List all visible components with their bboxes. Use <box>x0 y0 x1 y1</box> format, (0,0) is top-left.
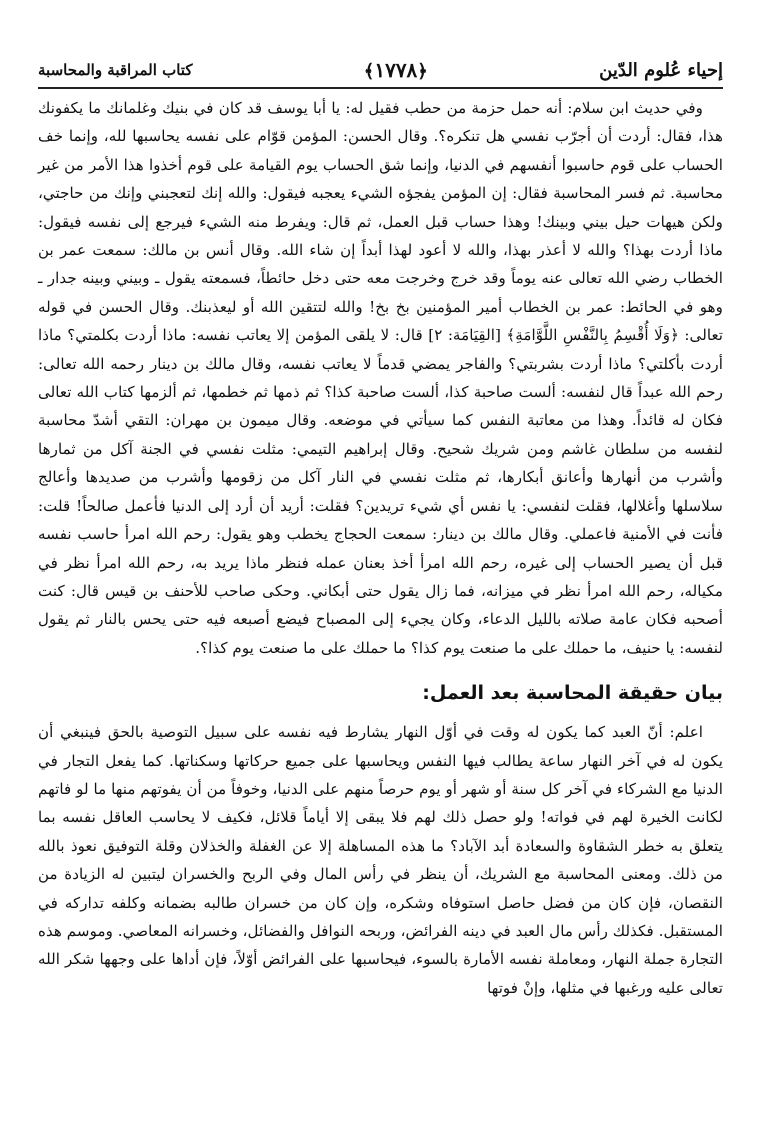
page-number-ornament-close: ﴾ <box>363 61 375 82</box>
page-body <box>38 94 723 1002</box>
page-header <box>38 54 723 86</box>
running-book-title: إحياء عُلوم الدّين <box>599 59 723 81</box>
header-rule <box>38 87 723 89</box>
body-paragraph-1: وفي حديث ابن سلام: أنه حمل حزمة من حطب فقيل له: يا أبا يوسف قد كان في بنيك وغلمانك ما يكفونك هذا، فقال: أردت أن أجرّب نفسي هل تنكره؟. وقال الحسن: المؤمن قوّام على نفسه يحاسبها لله، وإنما خف الحساب على قوم حاسبوا أنفسهم في الدنيا، وإنما شق الحساب يوم القيامة على قوم أخذوا هذا الأمر من غير محاسبة. ثم فسر المحاسبة فقال: إن المؤمن يفجؤه الشيء يعجبه فيقول: والله إنك لتعجبني وإنك من حاجتي، ولكن هيهات حيل بيني وبينك! وهذا حساب قبل العمل، ثم قال: ويفرط منه الشيء فيرجع إلى نفسه فيقول: ماذا أردت بهذا؟ والله لا أعذر بهذا، والله لا أعود لهذا أبداً إن شاء الله. وقال أنس بن مالك: سمعت عمر بن الخطاب رضي الله تعالى عنه يوماً وقد خرج وخرجت معه حتى دخل حائطاً، فسمعته يقول ـ وبيني وبينه جدار ـ وهو في الحائط: عمر بن الخطاب أمير المؤمنين بخ بخ! والله لتتقين الله أو ليعذبنك. وقال الحسن في قوله تعالى: ﴿وَلَا أُقْسِمُ بِالنَّفْسِ اللَّوَّامَةِ﴾ [القِيَامَة: ٢] قال: لا يلقى المؤمن إلا يعاتب نفسه: ماذا أردت بكلمتي؟ ماذا أردت بأكلتي؟ ماذا أردت بشربتي؟ والفاجر يمضي قدماً لا يعاتب نفسه، وقال مالك بن دينار رحمه الله تعالى: رحم الله عبداً قال لنفسه: ألست صاحبة كذا، ألست صاحبة كذا؟ ثم ذمها ثم خطمها، ثم ألزمها كتاب الله تعالى فكان له قائداً. وهذا من معاتبة النفس كما سيأتي في موضعه. وقال ميمون بن مهران: التقي أشدّ محاسبة لنفسه من سلطان غاشم ومن شريك شحيح. وقال إبراهيم التيمي: مثلت نفسي في الجنة آكل من ثمارها وأشرب من أنهارها وأعانق أبكارها، ثم مثلت نفسي في النار آكل من زقومها وأشرب من صديدها وأعالج سلاسلها وأغلالها، فقلت لنفسي: يا نفس أي شيء تريدين؟ فقلت: أريد أن أرد إلى الدنيا فأعمل صالحاً! قلت: فأنت في الأمنية فاعملي. وقال مالك بن دينار: سمعت الحجاج يخطب وهو يقول: رحم الله امرأ حاسب نفسه قبل أن يصير الحساب إلى غيره، رحم الله امرأ أخذ بعنان عمله فنظر ماذا يريد به، رحم الله امرأ نظر في مكياله، رحم الله امرأ نظر في ميزانه، فما زال يقول حتى أبكاني. وحكى صاحب للأحنف بن قيس قال: كنت أصحبه فكان عامة صلاته بالليل الدعاء، وكان يجيء إلى المصباح فيضع أصبعه فيه حتى يحس بالنار ثم يقول لنفسه: يا حنيف، ما حملك على ما صنعت يوم كذا؟ ما حملك على ما صنعت يوم كذا؟. <box>38 99 724 657</box>
body-paragraph-2: اعلم: أنّ العبد كما يكون له وقت في أوّل النهار يشارط فيه نفسه على سبيل التوصية بالحق فينبغي أن يكون له في آخر النهار ساعة يطالب فيها النفس ويحاسبها على جميع حركاتها وسكناتها. كما يفعل التجار في الدنيا مع الشركاء في آخر كل سنة أو شهر أو يوم حرصاً منهم على الدنيا، وخوفاً من أن يفوتهم منها ما لو فاتهم لكانت الخيرة لهم في فواته! ولو حصل ذلك لهم فلا يبقى إلا أياماً قلائل، فكيف لا يحاسب العاقل نفسه بما يتعلق به خطر الشقاوة والسعادة أبد الآباد؟ ما هذه المساهلة إلا عن الغفلة والخذلان وقلة التوفيق نعوذ بالله من ذلك. ومعنى المحاسبة مع الشريك، أن ينظر في رأس المال وفي الربح والخسران ليتبين له الزيادة من النقصان، فإن كان من فضل حاصل استوفاه وشكره، وإن كان من خسران طالبه بضمانه وكلفه تداركه في المستقبل. فكذلك رأس مال العبد في دينه الفرائض، وربحه النوافل والفضائل، وخسرانه المعاصي. وموسم هذه التجارة جملة النهار، ومعاملة نفسه الأمارة بالسوء، فيحاسبها على الفرائض أوّلاً، فإن أداها على وجهها شكر الله تعالى عليه ورغبها في مثلها، وإنْ فوتها <box>38 723 723 997</box>
page-number-ornament-open: ﴿ <box>417 61 428 82</box>
page-number-value: ١٧٧٨ <box>374 58 418 82</box>
running-chapter-title: كتاب المراقبة والمحاسبة <box>38 61 193 79</box>
page-number <box>364 58 428 82</box>
section-heading: بيان حقيقة المحاسبة بعد العمل: <box>422 682 723 705</box>
